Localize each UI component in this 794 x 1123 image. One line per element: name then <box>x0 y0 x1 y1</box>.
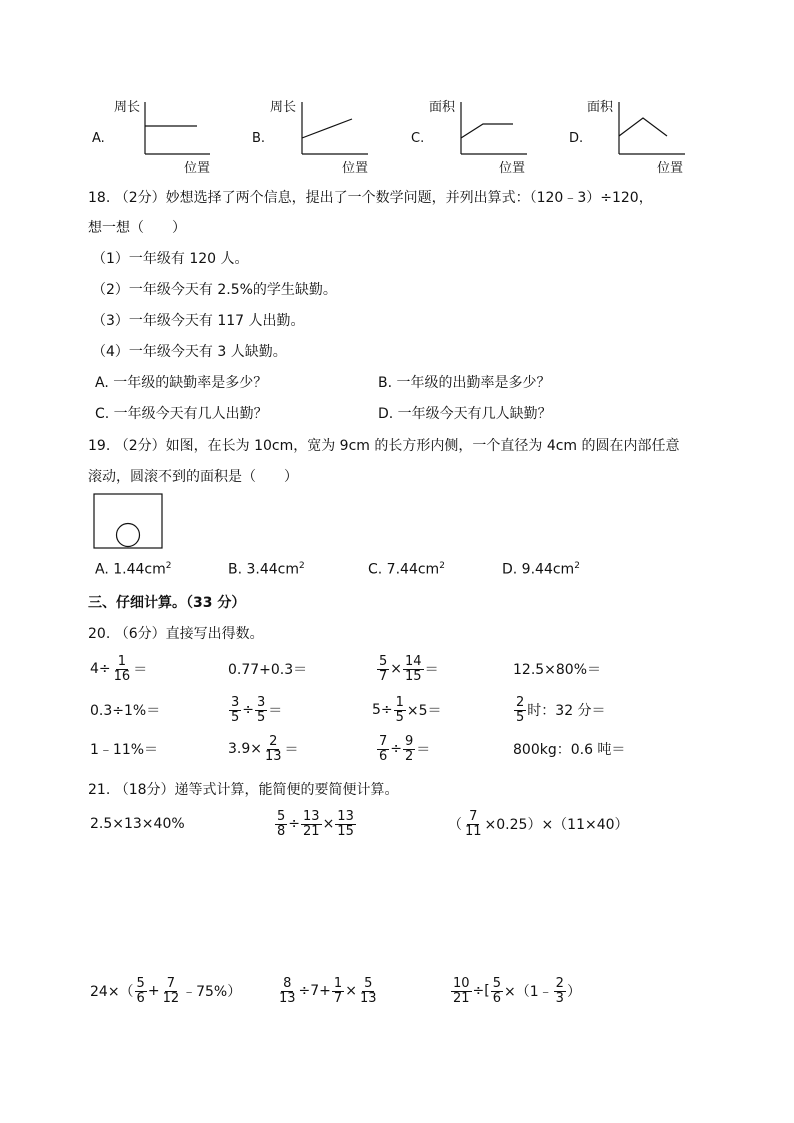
equals: ＝ <box>416 742 431 758</box>
expr-text: ÷[ <box>472 983 490 999</box>
q19-line2: 滚动，圆滚不到的面积是（ ） <box>88 469 298 485</box>
divide: ÷ <box>288 816 301 832</box>
q18-info-2: （2）一年级今天有 2.5%的学生缺勤。 <box>92 282 337 298</box>
q20-r1-c <box>376 649 439 689</box>
equals: ＝ <box>424 662 439 678</box>
expr-text: 时：32 分＝ <box>527 703 606 719</box>
expr-text: 800kg：0.6 吨＝ <box>513 742 626 758</box>
numerator: 5 <box>492 975 502 991</box>
denominator: 6 <box>492 990 502 1006</box>
numerator: 5 <box>379 653 388 669</box>
denominator: 3 <box>555 990 564 1006</box>
fraction <box>491 977 503 1005</box>
denominator: 5 <box>516 709 525 725</box>
numerator: 1 <box>333 975 343 991</box>
times: × <box>322 816 335 832</box>
fraction <box>332 977 344 1005</box>
divide: ÷ <box>390 741 403 757</box>
q20-r2-c <box>372 690 442 730</box>
fraction <box>394 696 406 724</box>
denominator: 8 <box>277 823 286 839</box>
expr-text: ÷7+ <box>298 983 331 999</box>
graph-b <box>252 96 382 176</box>
denominator: 6 <box>136 990 145 1006</box>
expr-text: 12.5×80%＝ <box>513 662 602 678</box>
fraction <box>263 735 284 763</box>
sup-2: 2 <box>439 561 445 571</box>
graph-letter: B. <box>252 131 266 146</box>
fraction <box>277 977 298 1005</box>
expr-text: 5÷ <box>372 702 393 718</box>
denominator: 12 <box>162 990 180 1006</box>
graph-d <box>569 96 699 176</box>
q20-r3-d <box>513 729 625 769</box>
q21-title: 21. （18分）递等式计算，能简便的要简便计算。 <box>88 782 399 798</box>
graph-xlabel: 位置 <box>184 161 211 176</box>
fraction <box>229 696 241 724</box>
times: × <box>390 661 403 677</box>
q18-option-c: C. 一年级今天有几人出勤？ <box>95 406 268 422</box>
numerator: 5 <box>277 808 286 824</box>
numerator: 7 <box>379 733 388 749</box>
denominator: 15 <box>337 823 354 839</box>
expr-text: 3.9× <box>228 741 262 757</box>
fraction <box>554 977 566 1005</box>
numerator: 2 <box>516 694 525 710</box>
denominator: 7 <box>379 668 388 684</box>
equals: ＝ <box>284 742 299 758</box>
fraction <box>403 655 424 683</box>
graph-xlabel: 位置 <box>499 161 526 176</box>
denominator: 21 <box>303 823 320 839</box>
fraction <box>377 655 389 683</box>
q18-info-3: （3）一年级今天有 117 人出勤。 <box>92 313 305 329</box>
denominator: 2 <box>405 748 414 764</box>
q18-line1: 18. （2分）妙想选择了两个信息，提出了一个数学问题，并列出算式：（120﹣3）÷120， <box>88 190 653 206</box>
numerator: 7 <box>166 975 175 991</box>
graph-ylabel: 周长 <box>270 100 297 115</box>
q20-r3-c <box>376 729 430 769</box>
fraction <box>358 977 379 1005</box>
fraction <box>275 810 287 838</box>
expr-text: ×5＝ <box>406 703 442 719</box>
fraction <box>161 977 182 1005</box>
graph-letter: C. <box>411 131 425 146</box>
numerator: 3 <box>257 694 266 710</box>
fraction <box>135 977 147 1005</box>
expr-text: 24×（ <box>90 984 134 1000</box>
expr-text: 2.5×13×40% <box>90 816 185 832</box>
expr-text: ×（1﹣ <box>504 984 553 1000</box>
q18-info-4: （4）一年级今天有 3 人缺勤。 <box>92 344 287 360</box>
graph-a <box>92 96 222 176</box>
q20-r2-a <box>90 690 160 730</box>
option-text: B. 3.44cm <box>228 561 300 578</box>
numerator: 13 <box>337 808 354 824</box>
graph-letter: D. <box>569 131 584 146</box>
sup-2: 2 <box>574 561 580 571</box>
q21-expr-1 <box>90 804 185 844</box>
q18-line2: 想一想（ ） <box>88 220 186 236</box>
expr-text: ﹣75%） <box>182 984 242 1000</box>
denominator: 13 <box>279 990 296 1006</box>
denominator: 13 <box>265 748 282 764</box>
divide: ÷ <box>242 702 255 718</box>
q19-option-b <box>228 561 305 578</box>
q20-r1-d <box>513 649 601 689</box>
graph-xlabel: 位置 <box>342 161 369 176</box>
numerator: 9 <box>405 733 414 749</box>
expr-text: 4÷ <box>90 661 111 677</box>
fraction <box>377 735 389 763</box>
denominator: 13 <box>359 990 377 1006</box>
option-text: A. 1.44cm <box>95 561 166 578</box>
q20-r3-b <box>228 729 299 769</box>
section-heading: 三、仔细计算。（33 分） <box>88 595 246 611</box>
equals: ＝ <box>133 662 148 678</box>
numerator: 10 <box>453 975 470 991</box>
q20-r2-b <box>228 690 282 730</box>
q21-expr-4 <box>90 971 241 1011</box>
q21-expr-6 <box>450 971 581 1011</box>
graph-axes <box>569 96 699 176</box>
denominator: 5 <box>257 709 266 725</box>
q18-info-1: （1）一年级有 120 人。 <box>92 251 249 267</box>
fraction <box>514 696 526 724</box>
q19-option-c <box>368 561 445 578</box>
q20-title: 20. （6分）直接写出得数。 <box>88 626 264 642</box>
graph-letter: A. <box>92 131 105 146</box>
fraction <box>255 696 267 724</box>
graph-ylabel: 周长 <box>114 100 141 115</box>
numerator: 2 <box>269 733 278 749</box>
denominator: 21 <box>453 990 470 1006</box>
denominator: 15 <box>405 668 422 684</box>
numerator: 5 <box>136 975 145 991</box>
expr-text: 1﹣11%＝ <box>90 742 159 758</box>
graph-axes <box>252 96 382 176</box>
numerator: 13 <box>303 808 320 824</box>
q19-line1: 19. （2分）如图，在长为 10cm，宽为 9cm 的长方形内侧，一个直径为 4cm 的圆在内部任意 <box>88 438 680 454</box>
q20-r1-b <box>228 649 307 689</box>
fraction <box>335 810 356 838</box>
numerator: 1 <box>117 653 127 669</box>
graph-axes <box>92 96 222 176</box>
numerator: 2 <box>555 975 564 991</box>
q18-option-b: B. 一年级的出勤率是多少？ <box>378 375 551 391</box>
equals: ＝ <box>268 703 283 719</box>
rectangle-circle-figure <box>92 492 164 552</box>
fraction <box>463 810 484 838</box>
q20-r1-a <box>90 649 147 689</box>
fraction <box>301 810 322 838</box>
numerator: 1 <box>395 694 404 710</box>
numerator: 14 <box>405 653 422 669</box>
graph-c <box>411 96 541 176</box>
q21-expr-5 <box>276 971 379 1011</box>
denominator: 11 <box>465 823 482 839</box>
plus: + <box>147 983 160 999</box>
denominator: 5 <box>395 709 404 725</box>
q18-option-d: D. 一年级今天有几人缺勤？ <box>378 406 552 422</box>
denominator: 16 <box>113 668 131 684</box>
expr-text: ×0.25）×（11×40） <box>484 817 629 833</box>
sup-2: 2 <box>165 561 172 571</box>
expr-text: ） <box>566 984 581 1000</box>
denominator: 7 <box>333 990 343 1006</box>
graph-ylabel: 面积 <box>429 100 456 115</box>
numerator: 3 <box>231 694 240 710</box>
numerator: 5 <box>364 975 373 991</box>
times: × <box>345 983 357 999</box>
q19-option-d <box>502 561 580 578</box>
option-text: D. 9.44cm <box>502 561 575 578</box>
q20-r2-d <box>513 690 606 730</box>
q21-expr-3 <box>448 804 629 844</box>
numerator: 7 <box>469 808 478 824</box>
q19-option-a <box>95 561 171 578</box>
fraction <box>112 655 133 683</box>
expr-text: 0.3÷1%＝ <box>90 703 161 719</box>
option-text: C. 7.44cm <box>368 561 440 578</box>
denominator: 5 <box>231 709 240 725</box>
graph-xlabel: 位置 <box>657 161 684 176</box>
fraction <box>403 735 415 763</box>
graph-ylabel: 面积 <box>587 100 614 115</box>
q20-r3-a <box>90 729 158 769</box>
denominator: 6 <box>379 748 388 764</box>
q18-option-a: A. 一年级的缺勤率是多少？ <box>95 375 268 391</box>
fraction <box>451 977 472 1005</box>
expr-text: 0.77+0.3＝ <box>228 662 308 678</box>
graph-axes <box>411 96 541 176</box>
q21-expr-2 <box>274 804 357 844</box>
expr-text: （ <box>448 817 462 833</box>
sup-2: 2 <box>299 561 305 571</box>
numerator: 8 <box>283 975 292 991</box>
